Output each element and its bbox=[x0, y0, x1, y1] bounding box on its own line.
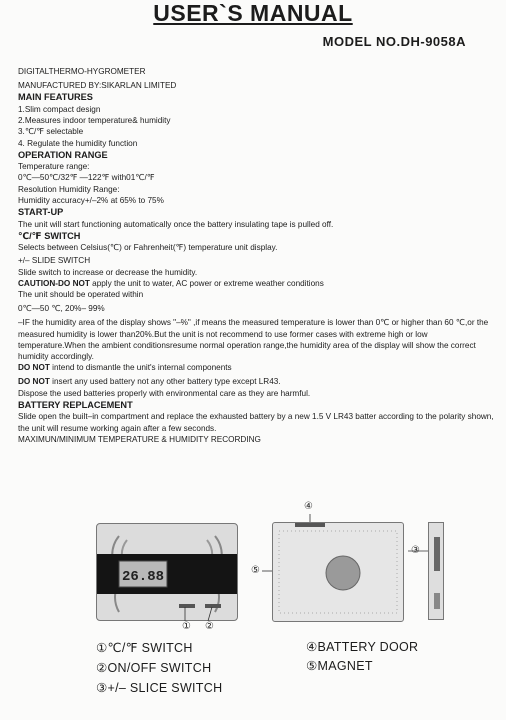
legend-battery-door: ④BATTERY DOOR bbox=[306, 640, 419, 654]
callout-1: ① bbox=[182, 621, 192, 632]
legend-cf-switch: ①℃/℉ SWITCH bbox=[96, 641, 193, 655]
callout-3: ③ bbox=[411, 545, 421, 556]
caution-line bbox=[18, 278, 496, 289]
features-heading: MAIN FEATURES bbox=[18, 92, 93, 103]
product-name: DIGITALTHERMO-HYGROMETER bbox=[18, 67, 146, 76]
device-side-illustration bbox=[428, 522, 444, 620]
maxmin-heading: MAXIMUN/MINIMUM TEMPERATURE & HUMIDITY RECORDING bbox=[18, 434, 261, 444]
cf-switch-text: Selects between Celsius(℃) or Fahrenheit(℉) temperature unit display. bbox=[18, 243, 278, 253]
do-not-dismantle bbox=[18, 362, 496, 373]
caution-range: 0℃—50 ℃, 20%– 99% bbox=[18, 304, 105, 314]
lcd-reading: 26.88 bbox=[122, 569, 165, 585]
legend-on-off-switch: ②ON/OFF SWITCH bbox=[96, 661, 212, 675]
operation-line: Resolution Humidity Range: bbox=[18, 184, 120, 194]
device-back-art bbox=[273, 523, 403, 621]
callout-4: ④ bbox=[304, 501, 314, 512]
device-front-illustration bbox=[96, 523, 238, 621]
caution-label: CAUTION-DO NOT bbox=[18, 278, 90, 288]
callout-2: ② bbox=[205, 621, 215, 632]
legend-slice-switch: ③+/– SLICE SWITCH bbox=[96, 681, 223, 695]
do-not-text: insert any used battery not any other battery type except LR43. bbox=[49, 377, 281, 387]
model-number: MODEL NO.DH-9058A bbox=[322, 34, 466, 49]
dispose-text: Dispose the used batteries properly with environmental care as they are harmful. bbox=[18, 388, 311, 398]
battery-heading: BATTERY REPLACEMENT bbox=[18, 399, 133, 410]
caution-paragraph: –IF the humidity area of the display shows "–%" ,if means the measured temperature is lower than 0℃ or higher than 60 ℃,or the measured humidity is lower than20%.But the unit is not recommend to use former cases with extreme high or low temperature.When the ambient conditionsresume normal operation range,the humidity area of the display will show the correct humidity accordingly. bbox=[18, 318, 489, 362]
startup-text: The unit will start functioning automatically once the battery insulating tape is pulled off. bbox=[18, 219, 334, 229]
callout-5: ⑤ bbox=[251, 565, 261, 576]
startup-heading: START-UP bbox=[18, 207, 64, 218]
caution-line2: The unit should be operated within bbox=[18, 290, 144, 300]
cf-switch-heading: ℃/℉ SWITCH bbox=[18, 230, 81, 241]
slide-switch-text: Slide switch to increase or decrease the humidity. bbox=[18, 267, 198, 277]
caution-text: apply the unit to water, AC power or extreme weather conditions bbox=[89, 278, 324, 288]
do-not-battery bbox=[18, 376, 496, 387]
battery-text: Slide open the built–in compartment and replace the exhausted battery by a new 1.5 V LR43 batter according to the polarity shown, the unit will resume working again after a few seconds. bbox=[18, 412, 494, 433]
operation-line: Humidity accuracy+/–2% at 65% to 75% bbox=[18, 195, 164, 205]
operation-heading: OPERATION RANGE bbox=[18, 149, 108, 160]
do-not-label: DO NOT bbox=[18, 377, 50, 387]
manual-title: USER`S MANUAL bbox=[153, 0, 353, 26]
operation-line: 0℃—50℃/32℉ —122℉ with01℃/℉ bbox=[18, 173, 155, 183]
feature-item: 4. Regulate the humidity function bbox=[18, 138, 138, 148]
operation-line: Temperature range: bbox=[18, 162, 90, 172]
legend-magnet: ⑤MAGNET bbox=[306, 659, 373, 673]
do-not-text: intend to dismantle the unit's internal components bbox=[49, 363, 232, 373]
device-back-illustration bbox=[272, 522, 404, 622]
device-front-art bbox=[97, 524, 237, 620]
do-not-label: DO NOT bbox=[18, 363, 50, 373]
manufacturer: MANUFACTURED BY:SIKARLAN LIMITED bbox=[18, 81, 177, 91]
feature-item: 2.Measures indoor temperature& humidity bbox=[18, 116, 171, 126]
feature-item: 3.℃/℉ selectable bbox=[18, 127, 84, 137]
slide-switch-heading: +/– SLIDE SWITCH bbox=[18, 256, 91, 266]
feature-item: 1.Slim compact design bbox=[18, 104, 101, 114]
manual-body bbox=[18, 66, 496, 445]
device-side-art bbox=[429, 523, 443, 619]
